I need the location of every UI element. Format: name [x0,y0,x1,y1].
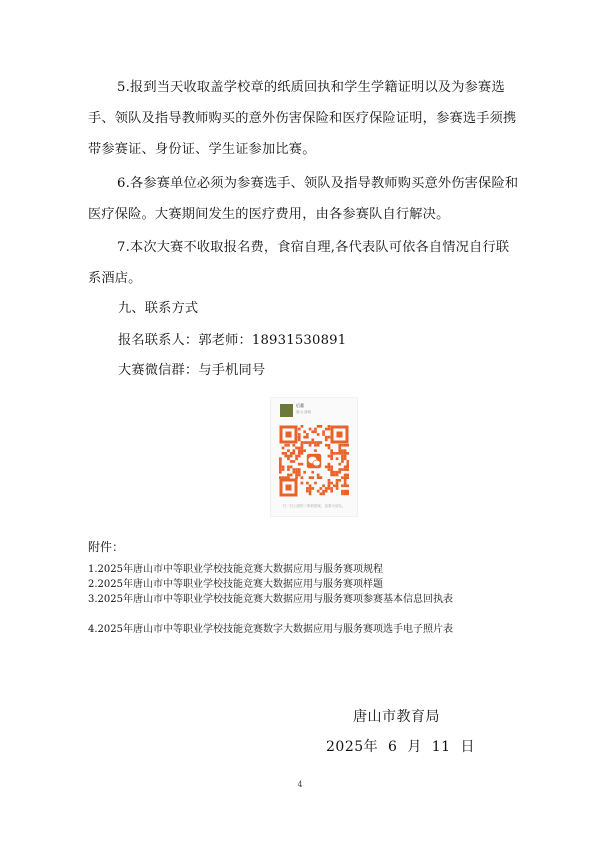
qr-module [338,449,341,452]
qr-module [309,428,312,431]
qr-module [309,476,312,479]
qr-module [295,447,298,450]
qr-module [290,452,293,455]
qr-module [295,474,298,477]
qr-module [347,476,350,479]
qr-module [301,476,304,479]
qr-module [328,463,331,466]
qr-module [303,449,306,452]
qr-module [330,474,333,477]
qr-module [333,452,336,455]
qr-module [279,457,282,460]
qr-module [309,490,312,493]
qr-module [309,444,312,447]
qr-module [325,466,328,469]
qr-module [341,460,344,463]
qr-module [293,452,296,455]
qr-module [325,428,328,431]
wechat-qr-card [270,397,358,517]
qr-module [336,471,339,474]
qr-module [322,433,325,436]
qr-module [333,474,336,477]
qr-module [330,466,333,469]
qr-module [344,468,347,471]
qr-module [328,487,331,490]
qr-module [338,452,341,455]
qr-module [309,484,312,487]
qr-module [347,466,350,469]
qr-module [341,476,344,479]
qr-module [338,463,341,466]
qr-module [298,436,301,439]
qr-code-icon [279,425,349,497]
qr-module [311,439,314,442]
qr-module [298,468,301,471]
qr-module [344,482,347,485]
qr-module [301,482,304,485]
qr-module [320,425,323,428]
qr-module [317,444,320,447]
qr-module [314,482,317,485]
qr-module [347,460,350,463]
qr-module [311,487,314,490]
qr-module [314,444,317,447]
qr-module [298,428,301,431]
qr-module [306,482,309,485]
qr-module [287,455,290,458]
qr-module [341,444,344,447]
qr-module [344,457,347,460]
qr-module [328,482,331,485]
qr-module [314,430,317,433]
qr-module [301,447,304,450]
qr-module [293,471,296,474]
qr-module [287,444,290,447]
qr-module [282,466,285,469]
qr-module [295,455,298,458]
qr-module [303,436,306,439]
qr-module [341,493,344,496]
qr-module [282,452,285,455]
qr-module [303,441,306,444]
qr-module [338,471,341,474]
qr-module [282,447,285,450]
qr-module [311,430,314,433]
qr-module [290,455,293,458]
qr-module [298,449,301,452]
qr-module [328,484,331,487]
qr-module [347,463,350,466]
paragraph-6: 6.各参赛单位必须为参赛选手、领队及指导教师购买意外伤害保险和医疗保险。大赛期间发生的医疗费用，由各参赛队自行解决。 [88,176,519,222]
qr-module [298,433,301,436]
qr-module [287,466,290,469]
qr-module [347,474,350,477]
qr-module [328,466,331,469]
qr-module [311,441,314,444]
qr-module [298,463,301,466]
qr-module [347,468,350,471]
qr-module [344,466,347,469]
qr-user-name: 后董 [296,403,304,408]
qr-module [311,471,314,474]
avatar [280,404,293,417]
qr-module [330,471,333,474]
qr-module [330,449,333,452]
qr-module [336,482,339,485]
qr-module [325,487,328,490]
qr-module [303,471,306,474]
qr-module [341,449,344,452]
qr-module [328,428,331,431]
qr-module [287,468,290,471]
qr-module [279,466,282,469]
qr-module [306,487,309,490]
qr-module [336,474,339,477]
qr-module [328,468,331,471]
qr-module [290,460,293,463]
qr-module [295,468,298,471]
qr-module [338,479,341,482]
qr-module [341,455,344,458]
qr-module [336,487,339,490]
qr-module [301,444,304,447]
attachment-item-3: 3.2025年唐山市中等职业学校技能竞赛大数据应用与服务赛项参赛基本信息回执表 [88,594,453,605]
qr-module [311,476,314,479]
qr-module [293,444,296,447]
qr-hint: 扫一扫上面的二维码图案，加我为朋友。 [282,504,346,508]
qr-module [293,449,296,452]
qr-module [330,457,333,460]
qr-module [301,449,304,452]
qr-module [341,468,344,471]
qr-module [298,439,301,442]
qr-module [298,471,301,474]
qr-module [306,441,309,444]
qr-module [338,447,341,450]
qr-module [314,449,317,452]
qr-module [284,452,287,455]
qr-module [320,441,323,444]
qr-module [330,468,333,471]
qr-module [330,490,333,493]
qr-module [320,487,323,490]
qr-module [344,484,347,487]
qr-module [301,452,304,455]
qr-module [338,468,341,471]
qr-module [336,457,339,460]
qr-module [344,479,347,482]
qr-module [306,436,309,439]
qr-module [306,490,309,493]
qr-module [328,447,331,450]
attachments-title: 附件： [88,540,125,554]
contact-wechat: 大赛微信群：与手机同号 [118,363,266,378]
qr-module [290,474,293,477]
contact-heading: 九、联系方式 [118,301,199,316]
qr-module [344,444,347,447]
attachment-item-1: 1.2025年唐山市中等职业学校技能竞赛大数据应用与服务赛项规程 [88,564,383,575]
qr-module [303,430,306,433]
qr-module [344,452,347,455]
qr-module [287,449,290,452]
qr-module [320,476,323,479]
qr-module [341,457,344,460]
qr-module [330,452,333,455]
paragraph-5: 5.报到当天收取盖学校章的纸质回执和学生学籍证明以及为参赛选手、领队及指导教师购买的意外伤害保险和医疗保险证明，参赛选手须携带参赛证、身份证、学生证参加比赛。 [88,80,517,157]
qr-module [322,484,325,487]
qr-module [284,455,287,458]
qr-module [336,452,339,455]
qr-module [328,436,331,439]
qr-module [298,455,301,458]
qr-module [309,441,312,444]
qr-module [333,471,336,474]
qr-module [325,439,328,442]
qr-module [284,444,287,447]
qr-module [309,493,312,496]
qr-module [325,490,328,493]
qr-module [336,484,339,487]
qr-module [344,449,347,452]
qr-module [328,479,331,482]
qr-module [344,493,347,496]
qr-module [279,468,282,471]
qr-module [347,484,350,487]
qr-module [347,444,350,447]
qr-module [282,468,285,471]
qr-module [338,444,341,447]
qr-module [314,428,317,431]
qr-module [320,493,323,496]
issue-date: 2025年 6 月 11 日 [326,739,475,755]
qr-module [322,493,325,496]
qr-module [309,487,312,490]
qr-module [295,457,298,460]
qr-module [341,490,344,493]
page-number: 4 [297,780,303,789]
qr-module [328,444,331,447]
qr-module [328,425,331,428]
qr-module [279,471,282,474]
qr-module [344,490,347,493]
qr-module [333,484,336,487]
qr-module [347,490,350,493]
qr-module [341,452,344,455]
qr-module [344,476,347,479]
contact-person: 报名联系人：郭老师：18931530891 [118,333,347,348]
qr-module [298,447,301,450]
qr-module [317,476,320,479]
qr-module [330,487,333,490]
qr-module [317,441,320,444]
qr-module [341,484,344,487]
qr-module [328,455,331,458]
qr-module [317,433,320,436]
qr-module [322,430,325,433]
qr-module [290,466,293,469]
qr-module [325,436,328,439]
qr-module [279,460,282,463]
qr-module [330,482,333,485]
qr-module [301,425,304,428]
qr-module [325,444,328,447]
qr-module [293,460,296,463]
qr-module [317,474,320,477]
qr-module [317,490,320,493]
attachment-item-2: 2.2025年唐山市中等职业学校技能竞赛大数据应用与服务赛项样题 [88,579,383,590]
qr-module [317,425,320,428]
qr-module [301,441,304,444]
qr-module [344,455,347,458]
attachment-item-4: 4.2025年唐山市中等职业学校技能竞赛数字大数据应用与服务赛项选手电子照片表 [88,624,453,635]
qr-module [314,441,317,444]
qr-module [344,474,347,477]
qr-module [287,457,290,460]
paragraph-7: 7.本次大赛不收取报名费，食宿自理,各代表队可依各自情况自行联系酒店。 [88,240,510,286]
qr-module [330,455,333,458]
qr-module [295,471,298,474]
qr-module [336,479,339,482]
qr-module [293,468,296,471]
qr-module [347,452,350,455]
qr-module [298,452,301,455]
qr-module [347,493,350,496]
qr-module [322,490,325,493]
qr-module [301,463,304,466]
qr-module [298,474,301,477]
qr-module [306,433,309,436]
qr-module [279,463,282,466]
qr-module [287,474,290,477]
qr-user-region: 唐山·滦南 [296,410,312,414]
issuer-org: 唐山市教育局 [353,709,440,725]
